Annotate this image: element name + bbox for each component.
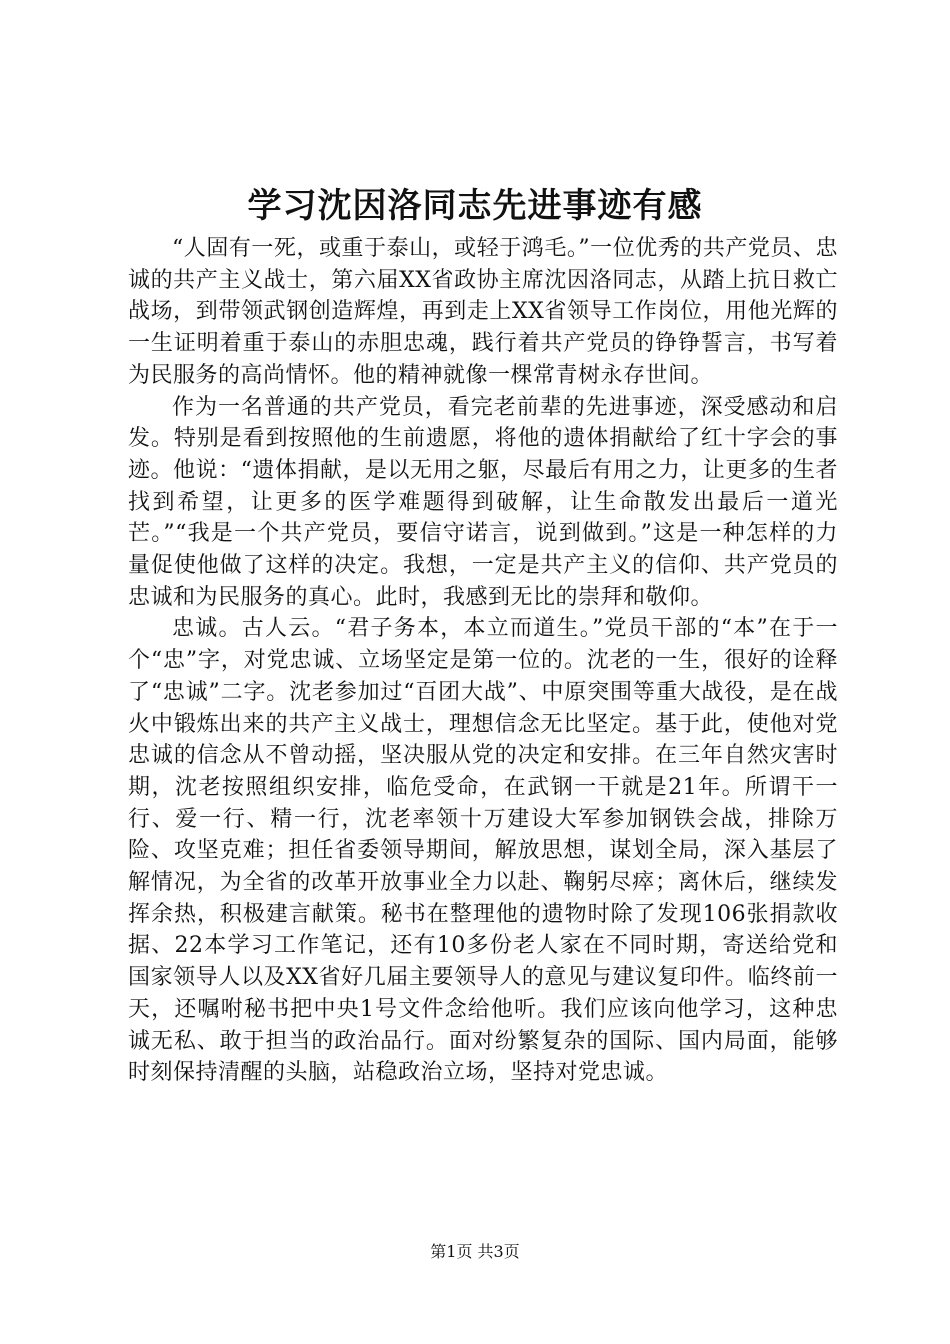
page-footer	[0, 1240, 950, 1264]
paragraph-3: 忠诚。古人云。“君子务本，本立而道生。”党员干部的“本”在于一个“忠”字，对党忠诚、立场坚定是第一位的。沈老的一生，很好的诠释了“忠诚”二字。沈老参加过“百团大战”、中原突围等重大战役，是在战火中锻炼出来的共产主义战士，理想信念无比坚定。基于此，使他对党忠诚的信念从不曾动摇，坚决服从党的决定和安排。在三年自然灾害时期，沈老按照组织安排，临危受命，在武钢一干就是21年。所谓干一行、爱一行、精一行，沈老率领十万建设大军参加钢铁会战，排除万险、攻坚克难；担任省委领导期间，解放思想，谋划全局，深入基层了解情况，为全省的改革开放事业全力以赴、鞠躬尽瘁；离休后，继续发挥余热，积极建言献策。秘书在整理他的遗物时除了发现106张捐款收据、22本学习工作笔记，还有10多份老人家在不同时期，寄送给党和国家领导人以及XX省好几届主要领导人的意见与建议复印件。临终前一天，还嘱咐秘书把中央1号文件念给他听。我们应该向他学习，这种忠诚无私、敢于担当的政治品行。面对纷繁复杂的国际、国内局面，能够时刻保持清醒的头脑，站稳政治立场，坚持对党忠诚。	[128, 616, 838, 1086]
document-body	[128, 233, 838, 1089]
paragraph-1: “人固有一死，或重于泰山，或轻于鸿毛。”一位优秀的共产党员、忠诚的共产主义战士，第六届XX省政协主席沈因洛同志，从踏上抗日救亡战场，到带领武钢创造辉煌，再到走上XX省领导工作岗位，用他光辉的一生证明着重于泰山的赤胆忠魂，践行着共产党员的铮铮誓言，书写着为民服务的高尚情怀。他的精神就像一棵常青树永存世间。	[128, 236, 838, 388]
page-indicator: 第1页 共3页	[430, 1242, 520, 1261]
document-title: 学习沈因洛同志先进事迹有感	[247, 186, 703, 226]
paragraph-2: 作为一名普通的共产党员，看完老前辈的先进事迹，深受感动和启发。特别是看到按照他的生前遗愿，将他的遗体捐献给了红十字会的事迹。他说：“遗体捐献，是以无用之躯，尽最后有用之力，让更多的生者找到希望，让更多的医学难题得到破解，让生命散发出最后一道光芒。”“我是一个共产党员，要信守诺言，说到做到。”这是一种怎样的力量促使他做了这样的决定。我想，一定是共产主义的信仰、共产党员的忠诚和为民服务的真心。此时，我感到无比的崇拜和敬仰。	[128, 394, 838, 610]
